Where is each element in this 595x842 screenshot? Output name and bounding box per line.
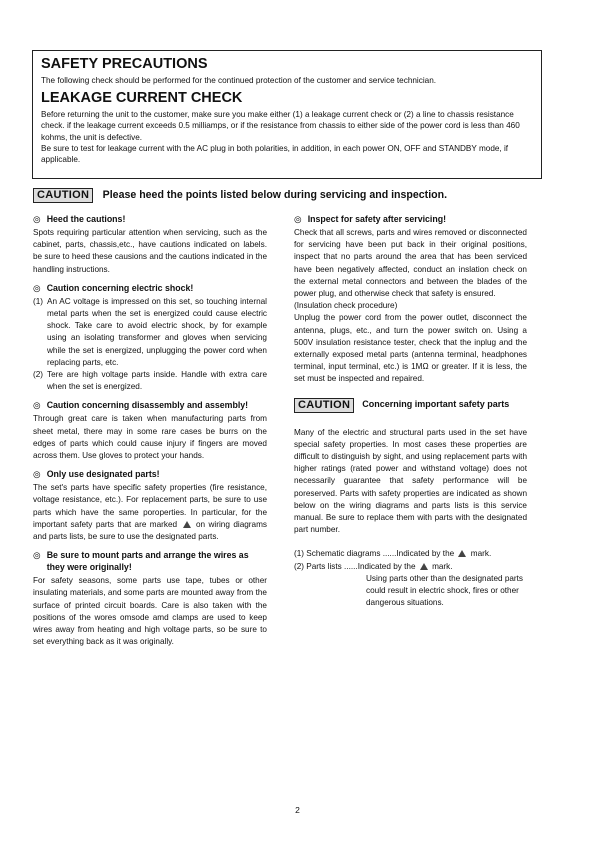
circle-mark-icon: ◎ [33,550,41,561]
intro-text: The following check should be performed for the continued protection of the customer and service technician. [41,76,437,85]
caution-label: CAUTION [294,398,354,413]
section-inspect-safety-body: Check that all screws, parts and wires removed or disconnected for servicing have been put back in their original positions, inspect that no parts around the area that has been serviced have been negatively affected, conduct an inslation check on the external metal connectors and between the blades of the power plug, and otherwise check that safety is ensured. [294,228,527,299]
title-leakage-current-check: LEAKAGE CURRENT CHECK [41,90,243,107]
warning-triangle-icon [420,563,428,570]
parts-lists-note: Using parts other than the designated parts could result in electric shock, fires or other dangerous situations. [366,573,524,608]
schematic-diagrams-line: (1) Schematic diagrams ......Indicated by the mark. [294,549,492,559]
caution-banner-text: Please heed the points listed below during servicing and inspection. [102,189,448,201]
section-inspect-safety-heading: ◎ Inspect for safety after servicing! [294,214,447,224]
section-mount-parts-heading: ◎ Be sure to mount parts and arrange the wires as they were originally! [33,550,249,573]
section-electric-shock-heading: ◎ Caution concerning electric shock! [33,282,194,293]
caution-banner [33,185,533,201]
section-mount-parts-body: For safety seasons, some parts use tape, tubes or other insulating materials, and some parts are mounted away from the surface of printed circuit boards. Care is also taken with the positions of the wores omsode amd clamps are used to keep wires away from heating and high voltage parts, so be sure to set everything back as it was originally. [33,576,267,647]
circle-mark-icon: ◎ [33,282,41,293]
list-item: (2) Tere are high voltage parts inside. Handle with extra care when the set is energized. [33,370,267,392]
leakage-polarity-paragraph: Be sure to test for leakage current with the AC plug in both polarities, in addition, in each power ON, OFF and STANDBY mode, if applicable. [41,143,509,165]
title-safety-precautions: SAFETY PRECAUTIONS [41,56,208,72]
right-column [294,207,527,609]
circle-mark-icon: ◎ [33,214,41,224]
list-item: (1) An AC voltage is impressed on this set, so touching internal metal parts when the set is energized could cause electric shock. Take care to avoid electric shock, by for example using an isolating transformer and gloves when servicing while the set is energized, unplugging the power cord when replacing parts, etc. [33,296,267,367]
leakage-paragraph: Before returning the unit to the customer, make sure you make either (1) a leakage current check or (2) a line to chassis resistance check. if the leakage current exceeds 0.5 milliamps, or if the resistance from chassis to either side of the power cord is less than 460 kohms, the unit is defective. [41,110,520,142]
circle-mark-icon: ◎ [294,214,302,224]
circle-mark-icon: ◎ [33,400,41,411]
section-designated-parts-heading: ◎ Only use designated parts! [33,469,160,480]
left-column [33,207,267,648]
caution-label: CAUTION [33,188,93,203]
section-heed-cautions-body: Spots requiring particular attention when servicing, such as the cabinet, parts, chassis,etc., have cautions indicated on labels. be sure to heed these causions and the cautions indicated in the handling instructions. [33,228,267,274]
important-parts-body: Many of the electric and structural parts used in the set have special safety properties. In most cases these properties are difficult to distinguish by sight, and using replacement parts with higher ratings (rated power and withstand voltage) does not necessarily guarantee that safety performance will be poreserved. Parts with safety properties are indicated as shown below on the wiring diagrams and parts lists is this service manual. Be sure to replace them with parts with the designated part number. [294,427,527,535]
section-disassembly-body: Through great care is taken when manufacturing parts from sheet metal, there may in some rare cases be burrs on the edges of parts which could cause injury if fingers are moved across them. Use gloves to protect your hands. [33,414,267,461]
insulation-check-body: Unplug the power cord from the power outlet, disconnect the antenna, plugs, etc., and turn the power switch on. Using a 500V insulation resistance tester, check that the inplug and the externally exposed metal parts (antenna terminal, headphones terminal, input terminal, etc.) is 1MΩ or greater. If it is less, the set must be inspected and repaired. [294,313,527,384]
section-designated-parts-body: The set's parts have specific safety properties (fire resistance, voltage resistance, etc.). For replacement parts, be sure to use parts which have the same poroperties. In particular, for the important safety parts that are marked on wiring diagrams and parts lists, be sure to use the designated parts. [33,483,268,542]
section-disassembly-heading: ◎ Caution concerning disassembly and assembly! [33,400,249,411]
important-parts-heading: Concerning important safety parts [362,398,510,409]
parts-lists-line: (2) Parts lists ......Indicated by the mark. [294,561,453,571]
page-number: 2 [295,805,300,815]
section-heed-cautions-heading: ◎ Heed the cautions! [33,214,126,224]
insulation-check-subheading: (Insulation check procedure) [294,301,398,311]
warning-triangle-icon [183,521,191,528]
warning-triangle-icon [458,550,466,557]
important-parts-caution [294,398,527,413]
safety-header-box [32,50,542,179]
circle-mark-icon: ◎ [33,469,41,480]
